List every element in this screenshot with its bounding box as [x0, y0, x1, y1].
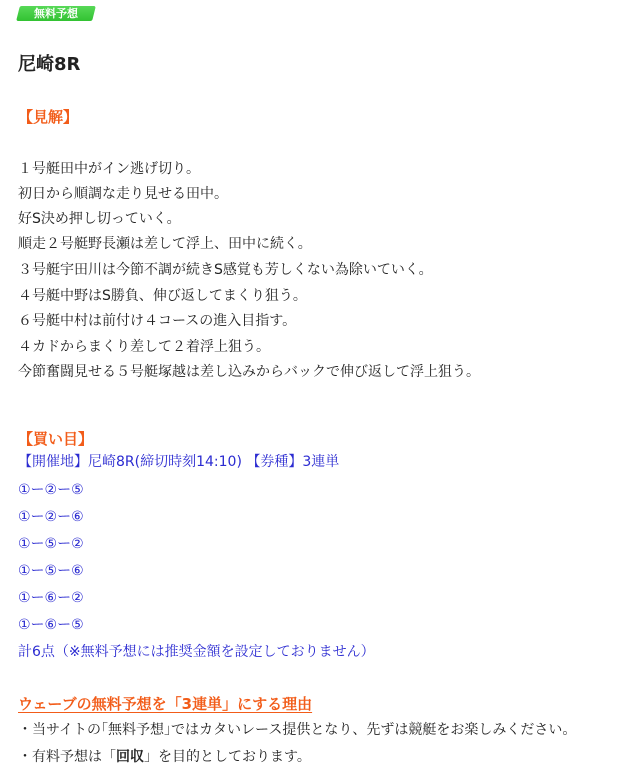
- view-line-1: １号艇田中がイン逃げ切り。: [18, 161, 200, 177]
- view-line-8: ４カドからまくり差して２着浮上狙う。: [18, 339, 270, 355]
- view-line-2: 初日から順調な走り見せる田中。: [18, 186, 228, 202]
- view-line-3: 好S決め押し切っていく。: [18, 211, 181, 227]
- bet-combination-3: ①ー⑤ー②: [18, 536, 84, 552]
- bet-combination-1: ①ー②ー⑤: [18, 482, 84, 498]
- bet-combination-2: ①ー②ー⑥: [18, 509, 84, 525]
- view-line-6: ４号艇中野はS勝負、伸び返してまくり狙う。: [18, 288, 307, 304]
- view-line-7: ６号艇中村は前付け４コースの進入目指す。: [18, 313, 297, 329]
- reason-heading-link[interactable]: ウェーブの無料予想を「3連単」にする理由: [18, 695, 313, 713]
- venue-line: 【開催地】尼崎8R(締切時刻14:10) 【券種】3連単: [18, 454, 340, 470]
- badge-label: 無料予想: [34, 7, 78, 20]
- view-line-4: 順走２号艇野長瀬は差して浮上、田中に続く。: [18, 236, 312, 252]
- reason-line-1: ・当サイトの｢無料予想｣ではカタいレース提供となり、先ずは競艇をお楽しみください。: [18, 722, 577, 738]
- reason-line-2-prefix: ・有料予想は「: [18, 749, 116, 765]
- bet-combination-5: ①ー⑥ー②: [18, 590, 84, 606]
- bet-total: 計6点（※無料予想には推奨金額を設定しておりません）: [18, 644, 375, 660]
- free-prediction-badge: [16, 6, 96, 21]
- bet-combination-6: ①ー⑥ー⑤: [18, 617, 84, 633]
- bets-heading: 【買い目】: [18, 430, 94, 448]
- reason-line-2-bold: 回収: [116, 749, 144, 765]
- bet-combination-4: ①ー⑤ー⑥: [18, 563, 84, 579]
- reason-line-2: [18, 748, 311, 766]
- view-line-5: ３号艇宇田川は今節不調が続きS感覚も芳しくない為除いていく。: [18, 262, 433, 278]
- reason-line-2-suffix: 」を目的としております。: [144, 749, 311, 765]
- race-title: 尼崎8R: [18, 54, 81, 75]
- view-heading: 【見解】: [18, 108, 79, 126]
- view-line-9: 今節奮闘見せる５号艇塚越は差し込みからバックで伸び返して浮上狙う。: [18, 364, 480, 380]
